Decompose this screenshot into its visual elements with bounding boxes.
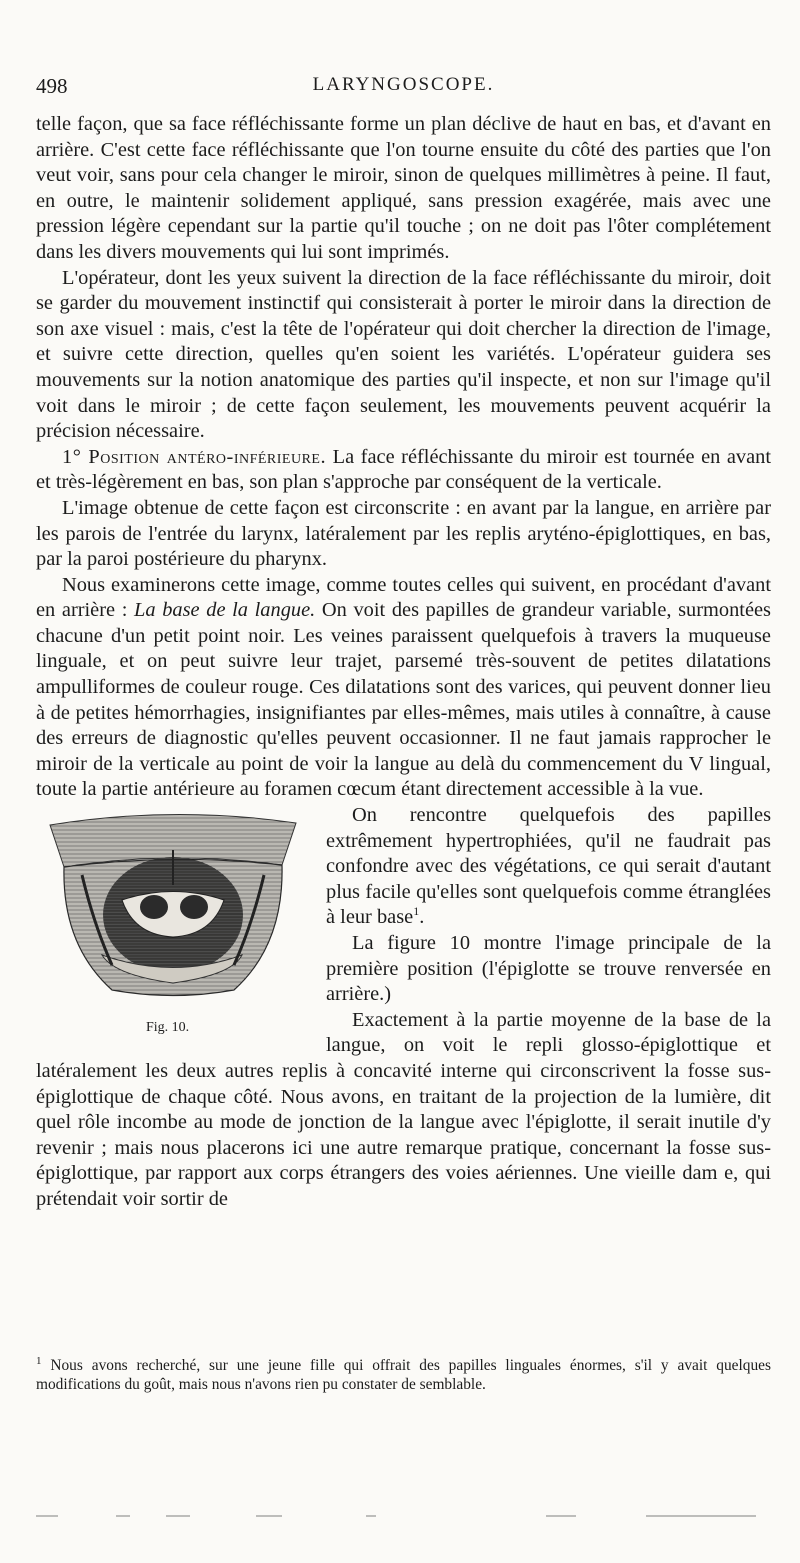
footnote-mark: 1: [36, 1354, 42, 1367]
paragraph-2: L'opérateur, dont les yeux suivent la direction de la face réfléchissante du miroir, doit se garder du mouvement instinctif qui consisterait à porter le miroir dans la direction de son axe visuel : mais, c'est la tête de l'opérateur qui doit chercher la direction de l'image, et suivre cette direction, quelles qu'en soient les variétés. L'opérateur guidera ses mouvements sur la notion anatomique des parties qu'il inspecte, et non sur l'image qu'il voit dans le miroir ; de cette façon seulement, les mouvements peuvent acquérir la précision nécessaire.: [36, 266, 771, 443]
paragraph-7: La figure 10 montre l'image principale de la première position (l'épiglotte se trouve renversée en arrière.): [326, 932, 771, 1006]
italic-heading: La base de la langue.: [134, 599, 316, 622]
paragraph-4: L'image obtenue de cette façon est circonscrite : en avant par la langue, en arrière par les parois de l'entrée du larynx, latéralement par les replis aryténo-épiglottiques, en bas, par la paroi postérieure du pharynx.: [36, 496, 771, 571]
footnote-reference: 1: [413, 904, 420, 919]
scan-mark: [646, 1515, 756, 1517]
body-text: [36, 112, 771, 1213]
scan-mark: [166, 1515, 190, 1517]
paragraph-5-start: Nous examinerons cette image, comme toutes celles qui suivent, en procédant d'avant en arrière :: [36, 573, 771, 622]
paragraph-1: telle façon, que sa face réfléchissante forme un plan déclive de haut en bas, et d'avant en arrière. C'est cette face réfléchissante que l'on tourne ensuite du côté des parties que l'on veut voir, sans pour cela changer le miroir, sinon de quelques millimètres à peine. Il faut, en outre, le maintenir solidement appliqué, sans pression exagérée, mais avec une pression légère cependant sur la partie qu'il touche ; on ne doit pas l'ôter complétement dans les divers mouvements qui lui sont imprimés.: [36, 113, 771, 263]
paragraph-3: [36, 445, 771, 496]
paragraph-5-end: On voit des papilles de grandeur variable, surmontées chacune d'un petit point noir. Les veines paraissent quelquefois à travers la muqueuse linguale, et on peut suivre leur trajet, parsemé très-souvent de petites dilatations ampulliformes de couleur rouge. Ces dilatations sont des varices, qui peuvent donner lieu à de petites hémorrhagies, insignifiantes par elles-mêmes, mais utiles à connaître, à cause des erreurs de diagnostic qu'elles peuvent occasionner. Il ne faut jamais rapprocher le miroir de la verticale au point de voir la langue au delà du commencement du V lingual, toute la partie antérieure au foramen cœcum étant directement accessible à la vue.: [36, 599, 771, 801]
scan-mark: [36, 1515, 58, 1517]
running-head: LARYNGOSCOPE.: [312, 74, 495, 95]
page-number: 498: [36, 74, 68, 98]
scan-mark: [256, 1515, 282, 1517]
paragraph-5: [36, 573, 771, 803]
scan-mark: [116, 1515, 130, 1517]
section-heading: 1° Position antéro-inférieure.: [62, 445, 327, 468]
scan-mark: [546, 1515, 576, 1517]
figure-caption: Fig. 10.: [146, 1020, 190, 1036]
page-header: [36, 74, 771, 104]
paragraph-8: Exactement à la partie moyenne de la base de la langue, on voit le repli glosso-épiglottique et latéralement les deux autres replis à concavité interne qui circonscrivent la fosse sus-épiglottique de chaque côté. Nous avons, en traitant de la projection de la lumière, dit quel rôle incombe au mode de jonction de la langue avec l'épiglotte, il serait inutile d'y revenir ; mais nous placerons ici une autre remarque pratique, concernant la fosse sus-épiglottique, par rapport aux corps étrangers des voies aériennes. Une vieille dam e, qui prétendait voir sortir de: [36, 1008, 771, 1210]
larynx-illustration: [42, 805, 304, 1001]
figure-10: [36, 805, 308, 1043]
paragraph-6-text: On rencontre quelquefois des papilles extrêmement hypertrophiées, qu'il ne faudrait pas confondre avec des végétations, ce qui serait d'autant plus facile qu'elles sont quelquefois comme étranglées à leur base: [326, 804, 771, 929]
paragraph-6: On rencontre quelquefois des papilles extrêmement hypertrophiées, qu'il ne faudrait pas confondre avec des végétations, ce qui serait d'autant plus facile qu'elles sont quelquefois comme étranglées à leur base$^1$.: [326, 804, 771, 929]
footnote-text: Nous avons recherché, sur une jeune fille qui offrait des papilles linguales énormes, s'il y avait quelques modifications du goût, mais nous n'avons rien pu constater de semblable.: [36, 1357, 771, 1393]
paragraph-3-text: La face réfléchissante du miroir est tournée en avant et très-légèrement en bas, son plan s'approche par conséquent de la verticale.: [36, 445, 772, 494]
bottom-scan-marks: [36, 1515, 766, 1531]
scan-mark: [366, 1515, 376, 1517]
footnote: [36, 1356, 771, 1394]
